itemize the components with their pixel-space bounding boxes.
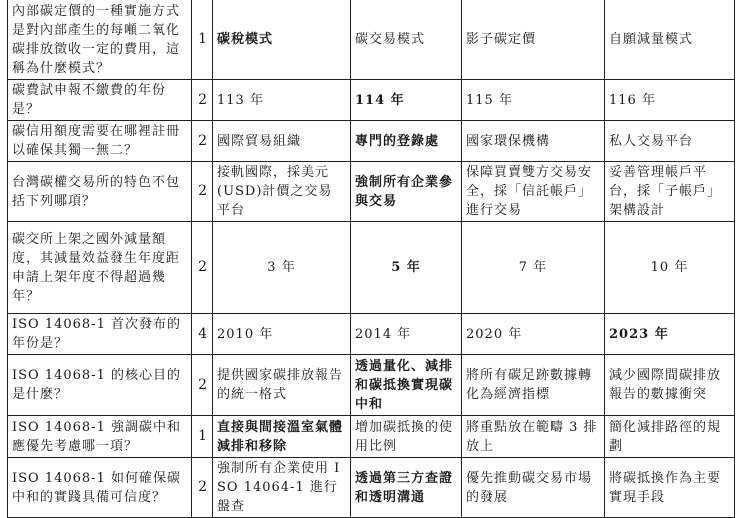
table-row bbox=[8, 314, 735, 355]
option-3-cell: 保障買賣雙方交易安全，採「信託帳戶」進行交易 bbox=[462, 162, 605, 222]
option-3-cell: 7 年 bbox=[462, 222, 605, 314]
option-1-cell: 直接與間接溫室氣體減排和移除 bbox=[213, 416, 351, 458]
option-2-cell: 5 年 bbox=[351, 222, 462, 314]
option-2-cell: 增加碳抵換的使用比例 bbox=[351, 416, 462, 458]
option-3-cell: 將重點放在範疇 3 排放上 bbox=[462, 416, 605, 458]
answer-number-cell: 2 bbox=[192, 80, 213, 121]
option-1-cell: 2010 年 bbox=[213, 314, 351, 355]
option-2-cell: 114 年 bbox=[351, 80, 462, 121]
answer-number-cell: 2 bbox=[192, 458, 213, 518]
question-cell: ISO 14068-1 如何確保碳中和的實踐具備可信度？ bbox=[8, 458, 192, 518]
option-2-cell: 專門的登錄處 bbox=[351, 121, 462, 162]
question-cell: ISO 14068-1 首次發布的年份是？ bbox=[8, 314, 192, 355]
question-cell: ISO 14068-1 的核心目的是什麼？ bbox=[8, 355, 192, 416]
answer-number-cell: 4 bbox=[192, 314, 213, 355]
option-2-cell: 碳交易模式 bbox=[351, 0, 462, 80]
table-row bbox=[8, 0, 735, 80]
option-4-cell: 私人交易平台 bbox=[605, 121, 735, 162]
option-1-cell: 碳稅模式 bbox=[213, 0, 351, 80]
answer-number-cell: 2 bbox=[192, 162, 213, 222]
option-4-cell: 妥善管理帳戶平台，採「子帳戶」架構設計 bbox=[605, 162, 735, 222]
option-3-cell: 優先推動碳交易市場的發展 bbox=[462, 458, 605, 518]
option-1-cell: 強制所有企業使用 ISO 14064-1 進行盤查 bbox=[213, 458, 351, 518]
option-4-cell: 簡化減排路徑的規劃 bbox=[605, 416, 735, 458]
option-1-cell: 3 年 bbox=[213, 222, 351, 314]
answer-number-cell: 1 bbox=[192, 416, 213, 458]
option-1-cell: 國際貿易組織 bbox=[213, 121, 351, 162]
question-cell: 碳費試申報不繳費的年份是？ bbox=[8, 80, 192, 121]
question-cell: 碳信用額度需要在哪裡註冊以確保其獨一無二？ bbox=[8, 121, 192, 162]
option-4-cell: 10 年 bbox=[605, 222, 735, 314]
option-1-cell: 接軌國際，採美元(USD)計價之交易平台 bbox=[213, 162, 351, 222]
question-cell: 碳交所上架之國外減量額度，其減量效益發生年度距申請上架年度不得超過幾年？ bbox=[8, 222, 192, 314]
option-4-cell: 減少國際間碳排放報告的數據衝突 bbox=[605, 355, 735, 416]
table-row bbox=[8, 416, 735, 458]
option-4-cell: 自願減量模式 bbox=[605, 0, 735, 80]
option-4-cell: 116 年 bbox=[605, 80, 735, 121]
option-2-cell: 透過量化、減排和碳抵換實現碳中和 bbox=[351, 355, 462, 416]
option-3-cell: 國家環保機構 bbox=[462, 121, 605, 162]
answer-number-cell: 2 bbox=[192, 355, 213, 416]
table-row bbox=[8, 80, 735, 121]
option-4-cell: 將碳抵換作為主要實現手段 bbox=[605, 458, 735, 518]
table-row bbox=[8, 458, 735, 518]
option-3-cell: 115 年 bbox=[462, 80, 605, 121]
question-cell: 台灣碳權交易所的特色不包括下列哪項？ bbox=[8, 162, 192, 222]
option-1-cell: 提供國家碳排放報告的統一格式 bbox=[213, 355, 351, 416]
option-3-cell: 2020 年 bbox=[462, 314, 605, 355]
option-2-cell: 強制所有企業參與交易 bbox=[351, 162, 462, 222]
answer-number-cell: 2 bbox=[192, 121, 213, 162]
option-3-cell: 影子碳定價 bbox=[462, 0, 605, 80]
option-3-cell: 將所有碳足跡數據轉化為經濟指標 bbox=[462, 355, 605, 416]
quiz-table bbox=[7, 0, 735, 518]
question-cell: 內部碳定價的一種實施方式是對內部產生的每噸二氧化碳排放徵收一定的費用，這稱為什麼模式？ bbox=[8, 0, 192, 80]
table-row bbox=[8, 222, 735, 314]
option-2-cell: 透過第三方查證和透明溝通 bbox=[351, 458, 462, 518]
answer-number-cell: 2 bbox=[192, 222, 213, 314]
option-1-cell: 113 年 bbox=[213, 80, 351, 121]
answer-number-cell: 1 bbox=[192, 0, 213, 80]
table-row bbox=[8, 121, 735, 162]
option-4-cell: 2023 年 bbox=[605, 314, 735, 355]
option-2-cell: 2014 年 bbox=[351, 314, 462, 355]
table-row bbox=[8, 355, 735, 416]
table-row bbox=[8, 162, 735, 222]
question-cell: ISO 14068-1 強調碳中和應優先考慮哪一項？ bbox=[8, 416, 192, 458]
